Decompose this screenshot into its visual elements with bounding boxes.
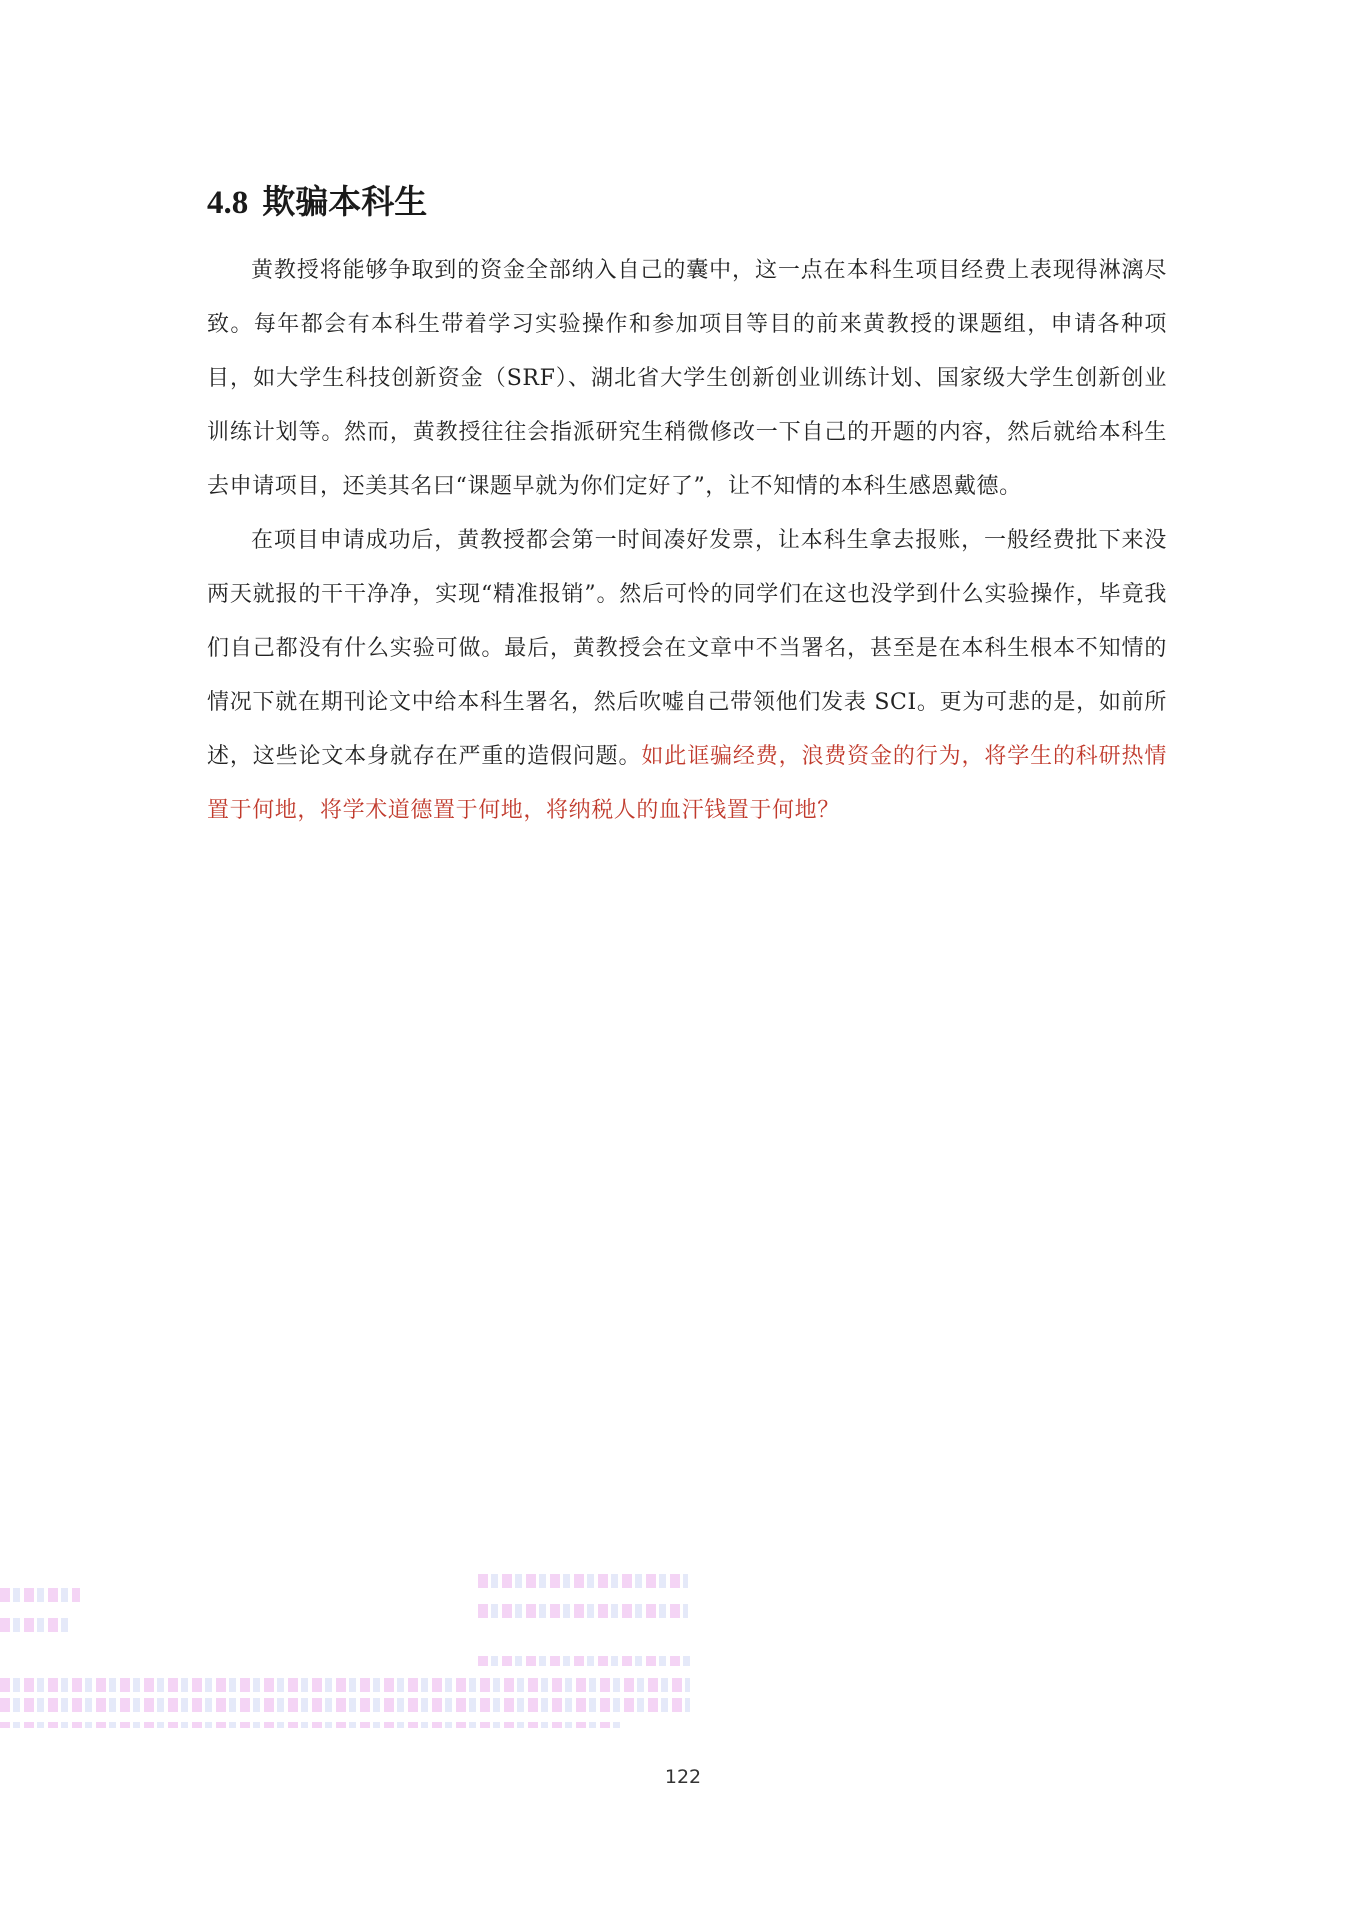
bleed-through-artifact	[0, 1560, 700, 1760]
page-number: 122	[664, 1766, 702, 1788]
section-body	[207, 244, 1167, 838]
paragraph-1: 黄教授将能够争取到的资金全部纳入自己的囊中，这一点在本科生项目经费上表现得淋漓尽致。每年都会有本科生带着学习实验操作和参加项目等目的前来黄教授的课题组，申请各种项目，如大学生科技创新资金（SRF）、湖北省大学生创新创业训练计划、国家级大学生创新创业训练计划等。然而，黄教授往往会指派研究生稍微修改一下自己的开题的内容，然后就给本科生去申请项目，还美其名曰“课题早就为你们定好了”，让不知情的本科生感恩戴德。	[207, 258, 1167, 499]
section-title: 欺骗本科生	[262, 182, 428, 221]
section-number: 4.8	[207, 185, 249, 221]
highlighted-sentence: 如此诓骗经费，浪费资金的行为，将学生的科研热情置于何地，将学术道德置于何地，将纳税人的血汗钱置于何地？	[207, 744, 1167, 823]
paragraph-2	[207, 514, 1167, 838]
section-heading	[207, 180, 427, 225]
paragraph-2-text: 在项目申请成功后，黄教授都会第一时间凑好发票，让本科生拿去报账，一般经费批下来没两天就报的干干净净，实现“精准报销”。然后可怜的同学们在这也没学到什么实验操作，毕竟我们自己都没有什么实验可做。最后，黄教授会在文章中不当署名，甚至是在本科生根本不知情的情况下就在期刊论文中给本科生署名，然后吹嘘自己带领他们发表 SCI。更为可悲的是，如前所述，这些论文本身就存在严重的造假问题。	[207, 528, 1167, 769]
